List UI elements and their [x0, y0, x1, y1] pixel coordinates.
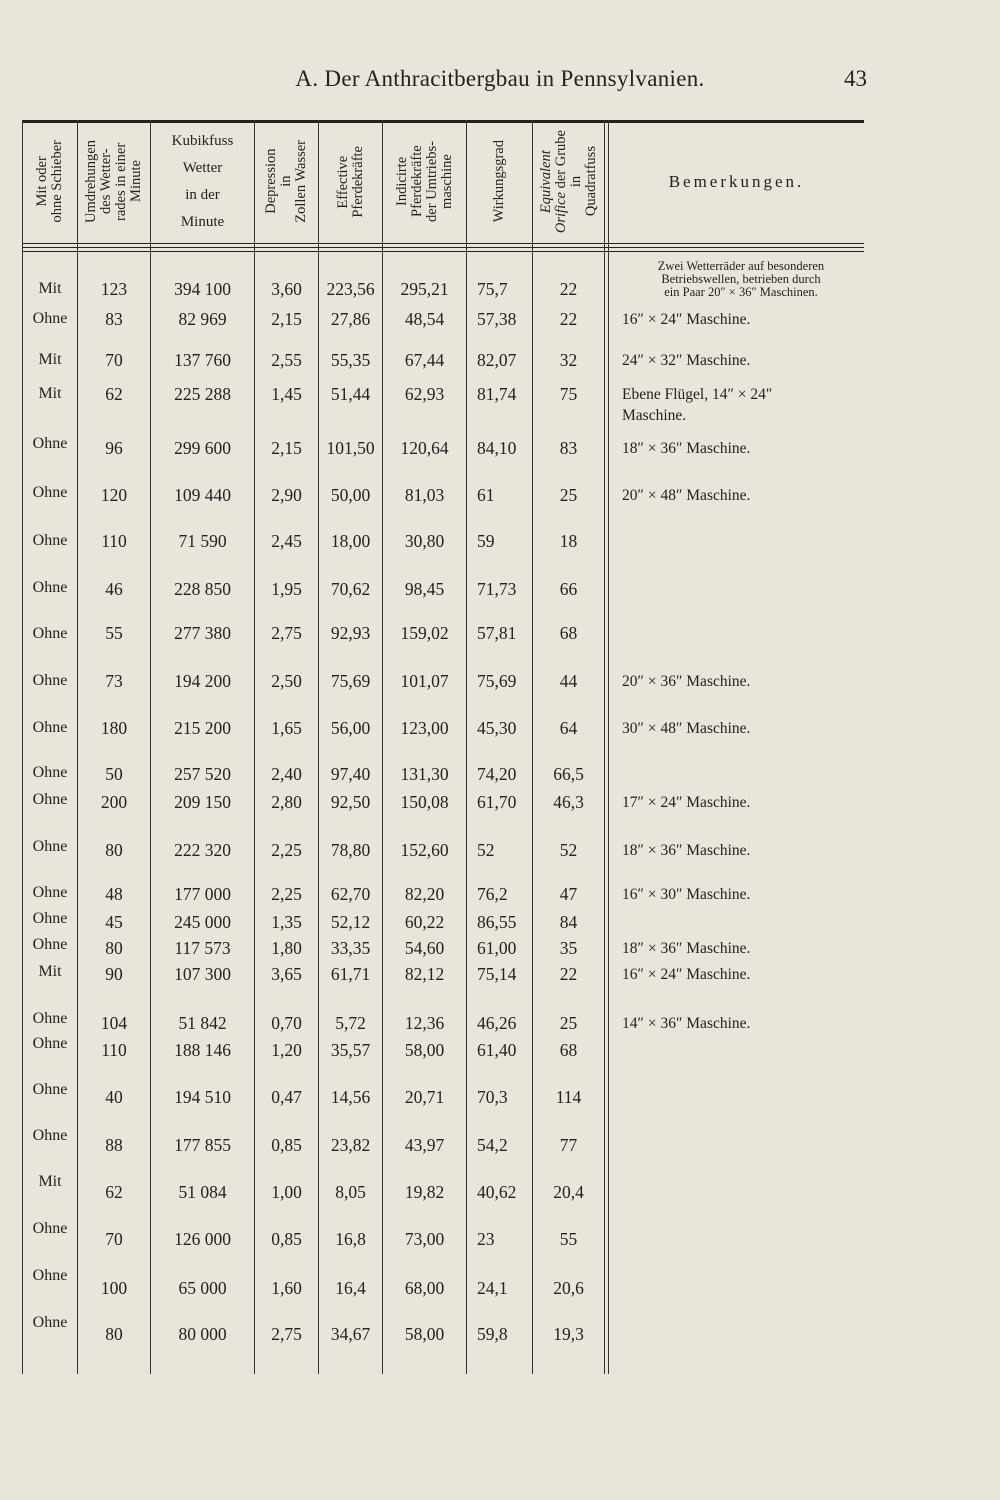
- cell-umdr: 55: [105, 623, 123, 643]
- cell-umdr: 40: [105, 1087, 123, 1107]
- cell-schieber: Ohne: [32, 838, 68, 855]
- cell-schieber: Ohne: [32, 936, 68, 953]
- cell-schieber: Mit: [38, 1173, 62, 1190]
- cell-kubik: 137 760: [174, 350, 231, 370]
- cell-wirk: 76,2: [477, 884, 508, 904]
- cell-depr: 3,60: [271, 279, 302, 299]
- cell-umdr: 180: [100, 718, 128, 738]
- cell-orif: 47: [559, 884, 578, 904]
- cell-wirk: 24,1: [477, 1278, 508, 1298]
- cell-eff: 61,71: [330, 964, 371, 984]
- cell-bemerkung: Ebene Flügel, 14″ × 24″: [622, 386, 773, 403]
- header-orifice: Equivalent Orifice der Grube in Quadratfuss: [537, 129, 599, 234]
- header-indicirte: Indicirte Pferdekräfte der Umtriebs- maschine: [393, 141, 455, 222]
- cell-ind: 12,36: [404, 1013, 445, 1033]
- cell-kubik: 51 084: [178, 1182, 227, 1202]
- cell-eff: 5,72: [335, 1013, 366, 1033]
- cell-depr: 1,65: [271, 718, 302, 738]
- cell-eff: 23,82: [330, 1135, 371, 1155]
- cell-wirk: 75,69: [477, 671, 517, 691]
- cell-eff: 92,50: [330, 792, 371, 812]
- cell-bemerkung-first: Zwei Wetterräder auf besonderen Betriebswellen, betrieben durch ein Paar 20″ × 36″ Maschinen.: [657, 259, 825, 299]
- cell-schieber: Ohne: [32, 672, 68, 689]
- cell-schieber: Ohne: [32, 1314, 68, 1331]
- header-schieber: Mit oder ohne Schieber: [34, 140, 65, 223]
- cell-umdr: 100: [100, 1278, 128, 1298]
- cell-wirk: 61,40: [477, 1040, 517, 1060]
- cell-orif: 84: [559, 912, 578, 932]
- cell-wirk: 75,7: [477, 279, 508, 299]
- cell-umdr: 110: [101, 1040, 127, 1060]
- page-number: 43: [844, 66, 867, 91]
- cell-ind: 82,20: [404, 884, 445, 904]
- cell-depr: 1,45: [271, 384, 302, 404]
- cell-umdr: 104: [100, 1013, 128, 1033]
- cell-orif: 77: [559, 1135, 578, 1155]
- cell-ind: 62,93: [404, 384, 445, 404]
- cell-umdr: 200: [100, 792, 128, 812]
- cell-depr: 2,90: [271, 485, 302, 505]
- cell-wirk: 57,38: [477, 309, 517, 329]
- running-title: A. Der Anthracitbergbau in Pennsylvanien.: [295, 66, 705, 91]
- data-table: [22, 120, 864, 1374]
- cell-ind: 54,60: [404, 938, 445, 958]
- cell-schieber: Ohne: [32, 884, 68, 901]
- cell-umdr: 80: [105, 938, 123, 958]
- cell-kubik: 277 380: [174, 623, 231, 643]
- cell-schieber: Mit: [38, 385, 62, 402]
- cell-orif: 22: [559, 309, 578, 329]
- cell-schieber: Ohne: [32, 764, 68, 781]
- cell-wirk: 45,30: [477, 718, 517, 738]
- cell-wirk: 61: [477, 485, 495, 505]
- cell-eff: 62,70: [330, 884, 371, 904]
- cell-depr: 2,15: [271, 309, 302, 329]
- cell-orif: 19,3: [553, 1324, 584, 1344]
- cell-schieber: Ohne: [32, 1010, 68, 1027]
- cell-schieber: Ohne: [32, 1267, 68, 1284]
- cell-ind: 82,12: [404, 964, 445, 984]
- cell-orif: 25: [559, 1013, 578, 1033]
- cell-wirk: 86,55: [477, 912, 517, 932]
- cell-depr: 2,50: [271, 671, 302, 691]
- cell-depr: 1,20: [271, 1040, 302, 1060]
- cell-eff: 16,8: [335, 1229, 366, 1249]
- cell-bemerkung: 18″ × 36″ Maschine.: [622, 842, 751, 859]
- cell-eff: 101,50: [326, 438, 375, 458]
- cell-depr: 2,75: [271, 1324, 302, 1344]
- col-divider: [604, 120, 605, 1374]
- cell-depr: 2,45: [271, 531, 302, 551]
- cell-depr: 1,35: [271, 912, 302, 932]
- header-umdrehungen: Umdrehungen des Wetter- rades in einer Minute: [83, 140, 144, 223]
- cell-orif: 35: [559, 938, 578, 958]
- cell-ind: 131,30: [400, 764, 449, 784]
- cell-umdr: 83: [105, 309, 123, 329]
- cell-kubik: 194 510: [174, 1087, 231, 1107]
- cell-kubik: 245 000: [174, 912, 231, 932]
- cell-schieber: Ohne: [32, 310, 68, 327]
- cell-umdr: 90: [105, 964, 123, 984]
- cell-depr: 0,70: [271, 1013, 302, 1033]
- cell-umdr: 62: [105, 1182, 123, 1202]
- cell-umdr: 50: [105, 764, 123, 784]
- cell-orif: 64: [559, 718, 578, 738]
- cell-eff: 55,35: [330, 350, 371, 370]
- cell-depr: 1,95: [271, 579, 302, 599]
- cell-schieber: Mit: [38, 280, 62, 297]
- cell-schieber: Ohne: [32, 579, 68, 596]
- cell-eff: 52,12: [330, 912, 371, 932]
- cell-depr: 1,60: [271, 1278, 302, 1298]
- cell-kubik: 209 150: [174, 792, 231, 812]
- cell-ind: 123,00: [400, 718, 449, 738]
- cell-umdr: 48: [105, 884, 123, 904]
- cell-ind: 48,54: [404, 309, 445, 329]
- header-effective: Effective Pferdekräfte: [334, 145, 366, 218]
- cell-ind: 67,44: [404, 350, 445, 370]
- cell-eff: 78,80: [330, 840, 371, 860]
- cell-ind: 73,00: [404, 1229, 445, 1249]
- cell-wirk: 46,26: [477, 1013, 517, 1033]
- cell-kubik: 80 000: [178, 1324, 227, 1344]
- cell-ind: 98,45: [404, 579, 445, 599]
- cell-orif: 75: [559, 384, 578, 404]
- cell-wirk: 23: [477, 1229, 495, 1249]
- cell-bemerkung: 17″ × 24″ Maschine.: [622, 794, 751, 811]
- cell-depr: 2,55: [271, 350, 302, 370]
- cell-ind: 159,02: [400, 623, 449, 643]
- cell-schieber: Ohne: [32, 1220, 68, 1237]
- cell-wirk: 70,3: [477, 1087, 508, 1107]
- cell-kubik: 215 200: [174, 718, 231, 738]
- header-kubikfuss: Kubikfuss Wetter in der Minute: [171, 132, 234, 230]
- cell-orif: 25: [559, 485, 578, 505]
- cell-orif: 66: [559, 579, 578, 599]
- cell-kubik: 109 440: [174, 485, 231, 505]
- cell-kubik: 177 000: [174, 884, 231, 904]
- cell-schieber: Ohne: [32, 1081, 68, 1098]
- cell-orif: 52: [559, 840, 578, 860]
- cell-kubik: 188 146: [174, 1040, 231, 1060]
- cell-bemerkung: 16″ × 30″ Maschine.: [622, 886, 751, 903]
- cell-wirk: 54,2: [477, 1135, 508, 1155]
- cell-umdr: 80: [105, 1324, 123, 1344]
- cell-umdr: 120: [100, 485, 128, 505]
- cell-ind: 58,00: [404, 1324, 445, 1344]
- cell-orif: 114: [555, 1087, 582, 1107]
- cell-eff: 33,35: [330, 938, 371, 958]
- header-wirkungsgrad: Wirkungsgrad: [491, 140, 507, 223]
- cell-umdr: 96: [105, 438, 123, 458]
- cell-depr: 0,85: [271, 1135, 302, 1155]
- cell-orif: 44: [559, 671, 578, 691]
- cell-umdr: 70: [105, 1229, 123, 1249]
- cell-ind: 101,07: [400, 671, 449, 691]
- cell-bemerkung: 16″ × 24″ Maschine.: [622, 966, 751, 983]
- cell-ind: 295,21: [400, 279, 449, 299]
- cell-kubik: 177 855: [174, 1135, 231, 1155]
- cell-kubik: 225 288: [174, 384, 231, 404]
- cell-orif: 20,6: [553, 1278, 584, 1298]
- cell-orif: 68: [559, 623, 578, 643]
- cell-wirk: 59,8: [477, 1324, 508, 1344]
- cell-eff: 14,56: [330, 1087, 371, 1107]
- cell-schieber: Ohne: [32, 1127, 68, 1144]
- cell-wirk: 71,73: [477, 579, 517, 599]
- cell-kubik: 117 573: [174, 938, 231, 958]
- cell-eff: 35,57: [330, 1040, 371, 1060]
- cell-ind: 30,80: [404, 531, 445, 551]
- cell-umdr: 70: [105, 350, 123, 370]
- cell-kubik: 51 842: [178, 1013, 227, 1033]
- cell-umdr: 62: [105, 384, 123, 404]
- cell-schieber: Mit: [38, 351, 62, 368]
- cell-eff: 50,00: [330, 485, 371, 505]
- cell-schieber: Ohne: [32, 791, 68, 808]
- cell-depr: 2,40: [271, 764, 302, 784]
- cell-ind: 43,97: [404, 1135, 445, 1155]
- cell-eff: 75,69: [330, 671, 371, 691]
- cell-bemerkung: 30″ × 48″ Maschine.: [622, 720, 751, 737]
- cell-kubik: 107 300: [174, 964, 231, 984]
- cell-wirk: 59: [477, 531, 495, 551]
- cell-eff: 223,56: [326, 279, 375, 299]
- cell-eff: 51,44: [330, 384, 371, 404]
- header-rule-1: [22, 243, 864, 244]
- header-depression: Depression in Zollen Wasser: [263, 140, 309, 223]
- cell-kubik: 65 000: [178, 1278, 227, 1298]
- header-rule-2: [22, 247, 864, 248]
- cell-schieber: Ohne: [32, 910, 68, 927]
- cell-eff: 8,05: [335, 1182, 366, 1202]
- cell-ind: 120,64: [400, 438, 449, 458]
- cell-depr: 2,80: [271, 792, 302, 812]
- cell-wirk: 40,62: [477, 1182, 517, 1202]
- cell-bemerkung-cont: Maschine.: [622, 407, 687, 424]
- cell-kubik: 222 320: [174, 840, 231, 860]
- cell-eff: 70,62: [330, 579, 371, 599]
- col-divider: [466, 120, 467, 1374]
- cell-ind: 152,60: [400, 840, 449, 860]
- cell-ind: 58,00: [404, 1040, 445, 1060]
- cell-eff: 27,86: [330, 309, 371, 329]
- cell-ind: 20,71: [404, 1087, 445, 1107]
- cell-kubik: 82 969: [178, 309, 227, 329]
- cell-eff: 16,4: [335, 1278, 366, 1298]
- cell-depr: 2,25: [271, 840, 302, 860]
- cell-depr: 1,00: [271, 1182, 302, 1202]
- cell-bemerkung: 14″ × 36″ Maschine.: [622, 1015, 751, 1032]
- cell-orif: 18: [559, 531, 578, 551]
- cell-depr: 2,25: [271, 884, 302, 904]
- cell-kubik: 126 000: [174, 1229, 231, 1249]
- cell-bemerkung: 20″ × 48″ Maschine.: [622, 487, 751, 504]
- cell-eff: 56,00: [330, 718, 371, 738]
- cell-eff: 34,67: [330, 1324, 371, 1344]
- cell-depr: 0,85: [271, 1229, 302, 1249]
- cell-depr: 2,75: [271, 623, 302, 643]
- cell-kubik: 228 850: [174, 579, 231, 599]
- cell-bemerkung: 18″ × 36″ Maschine.: [622, 940, 751, 957]
- cell-orif: 68: [559, 1040, 578, 1060]
- cell-depr: 0,47: [271, 1087, 302, 1107]
- cell-wirk: 81,74: [477, 384, 517, 404]
- cell-schieber: Ohne: [32, 625, 68, 642]
- page-header: [0, 62, 1000, 102]
- cell-wirk: 74,20: [477, 764, 517, 784]
- header-rule-3: [22, 251, 864, 252]
- cell-umdr: 110: [101, 531, 127, 551]
- cell-wirk: 82,07: [477, 350, 517, 370]
- cell-schieber: Ohne: [32, 1035, 68, 1052]
- cell-schieber: Ohne: [32, 484, 68, 501]
- cell-umdr: 123: [100, 279, 128, 299]
- cell-eff: 92,93: [330, 623, 371, 643]
- cell-orif: 22: [559, 279, 578, 299]
- cell-orif: 83: [559, 438, 578, 458]
- cell-schieber: Ohne: [32, 719, 68, 736]
- cell-kubik: 71 590: [178, 531, 227, 551]
- cell-depr: 3,65: [271, 964, 302, 984]
- cell-kubik: 257 520: [174, 764, 231, 784]
- cell-kubik: 394 100: [174, 279, 231, 299]
- cell-bemerkung: 18″ × 36″ Maschine.: [622, 440, 751, 457]
- cell-ind: 150,08: [400, 792, 449, 812]
- cell-umdr: 45: [105, 912, 123, 932]
- cell-bemerkung: 20″ × 36″ Maschine.: [622, 673, 751, 690]
- cell-wirk: 52: [477, 840, 495, 860]
- cell-depr: 2,15: [271, 438, 302, 458]
- cell-wirk: 57,81: [477, 623, 517, 643]
- cell-bemerkung: 16″ × 24″ Maschine.: [622, 311, 751, 328]
- cell-orif: 20,4: [553, 1182, 584, 1202]
- cell-bemerkung: 24″ × 32″ Maschine.: [622, 352, 751, 369]
- header-bemerkungen: Bemerkungen.: [668, 171, 805, 191]
- cell-umdr: 80: [105, 840, 123, 860]
- col-divider: [608, 120, 609, 1374]
- cell-kubik: 194 200: [174, 671, 231, 691]
- cell-eff: 18,00: [330, 531, 371, 551]
- cell-wirk: 84,10: [477, 438, 517, 458]
- cell-orif: 46,3: [553, 792, 584, 812]
- cell-wirk: 61,70: [477, 792, 517, 812]
- cell-orif: 32: [559, 350, 578, 370]
- cell-ind: 60,22: [404, 912, 445, 932]
- cell-depr: 1,80: [271, 938, 302, 958]
- cell-ind: 19,82: [404, 1182, 445, 1202]
- cell-umdr: 73: [105, 671, 123, 691]
- cell-wirk: 75,14: [477, 964, 517, 984]
- cell-orif: 22: [559, 964, 578, 984]
- cell-schieber: Ohne: [32, 435, 68, 452]
- cell-ind: 68,00: [404, 1278, 445, 1298]
- cell-orif: 66,5: [553, 764, 584, 784]
- cell-umdr: 46: [105, 579, 123, 599]
- cell-ind: 81,03: [404, 485, 445, 505]
- cell-orif: 55: [559, 1229, 578, 1249]
- cell-schieber: Ohne: [32, 532, 68, 549]
- cell-wirk: 61,00: [477, 938, 517, 958]
- cell-eff: 97,40: [330, 764, 371, 784]
- cell-kubik: 299 600: [174, 438, 231, 458]
- cell-umdr: 88: [105, 1135, 123, 1155]
- cell-schieber: Mit: [38, 963, 62, 980]
